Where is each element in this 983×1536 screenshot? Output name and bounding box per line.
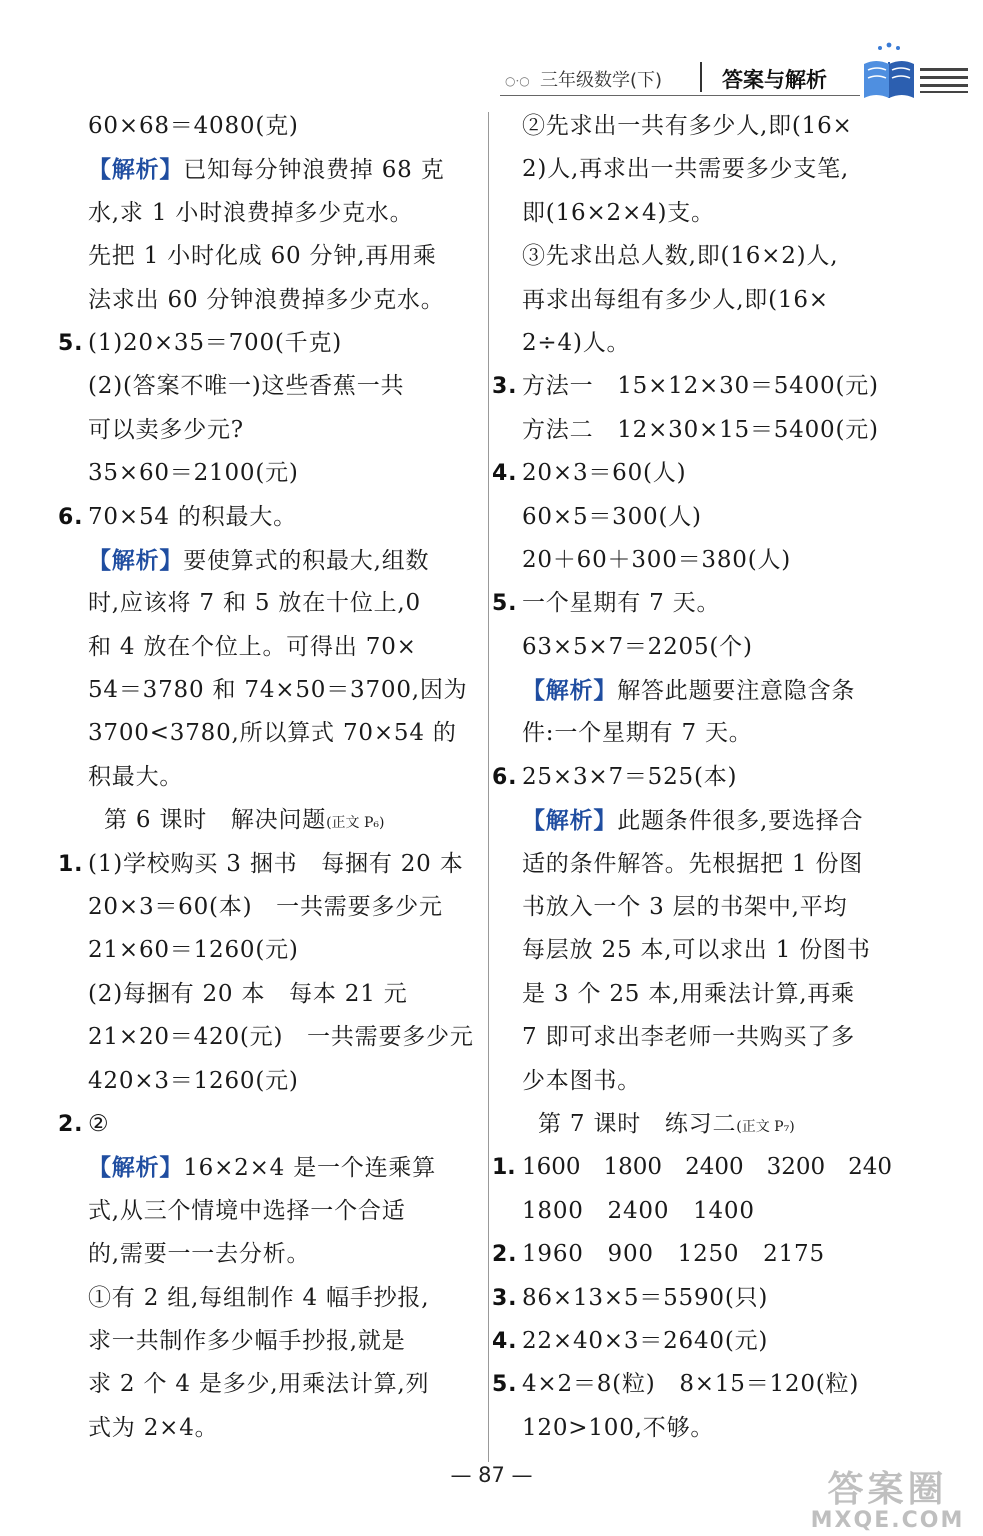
line-text: 3700<3780,所以算式 70×54 的 xyxy=(88,720,457,747)
watermark-url: MXQE.COM xyxy=(810,1508,965,1533)
left-column xyxy=(58,105,478,1450)
open-book-icon xyxy=(860,40,918,102)
line-text: 2)人,再求出一共需要多少支笔, xyxy=(522,156,850,183)
lesson-heading xyxy=(492,1103,902,1146)
line-text: 4×2＝8(粒) 8×15＝120(粒) xyxy=(522,1371,860,1398)
text-line xyxy=(58,1146,478,1189)
text-line xyxy=(58,1320,478,1363)
line-text: 可以卖多少元? xyxy=(88,416,244,443)
text-line xyxy=(492,1190,902,1233)
question-number: 5. xyxy=(58,330,84,356)
text-line xyxy=(58,712,478,755)
text-line xyxy=(492,712,902,755)
watermark-text: 答案圈 xyxy=(827,1469,948,1510)
text-line xyxy=(492,1407,902,1450)
text-line xyxy=(492,322,902,365)
text-line xyxy=(58,409,478,452)
text-line xyxy=(58,929,478,972)
header-separator xyxy=(700,62,702,92)
text-line xyxy=(58,582,478,625)
text-line xyxy=(58,539,478,582)
line-text: 此题条件很多,要选择合 xyxy=(617,808,864,835)
line-text: 求一共制作多少幅手抄报,就是 xyxy=(88,1327,406,1354)
text-line xyxy=(58,1277,478,1320)
text-line xyxy=(492,1060,902,1103)
text-line xyxy=(492,192,902,235)
text-line xyxy=(492,539,902,582)
line-text: 式为 2×4。 xyxy=(88,1414,219,1441)
line-text: 要使算式的积最大,组数 xyxy=(183,547,430,574)
line-text: ②先求出一共有多少人,即(16× xyxy=(522,113,853,139)
line-text: ①有 2 组,每组制作 4 幅手抄报, xyxy=(88,1284,430,1311)
line-text: 63×5×7＝2205(个) xyxy=(522,633,753,660)
line-text: 方法二 12×30×15＝5400(元) xyxy=(522,416,879,443)
text-line xyxy=(492,929,902,972)
decorative-lines-icon xyxy=(920,66,968,94)
text-line xyxy=(492,973,902,1016)
text-line xyxy=(58,452,478,495)
line-text: 适的条件解答。先根据把 1 份图 xyxy=(522,850,864,877)
right-column xyxy=(492,105,902,1450)
line-text: 20＋60＋300＝380(人) xyxy=(522,546,792,573)
line-text: (1)20×35＝700(千克) xyxy=(88,329,343,356)
question-number: 1. xyxy=(58,851,84,877)
analysis-tag: 【解析】 xyxy=(522,677,618,705)
line-text: 1800 2400 1400 xyxy=(522,1197,755,1224)
text-line xyxy=(58,1103,478,1146)
text-line xyxy=(58,1407,478,1450)
text-line xyxy=(492,105,902,148)
question-number: 4. xyxy=(492,1328,518,1354)
line-text: 22×40×3＝2640(元) xyxy=(522,1327,769,1354)
line-text: 21×60＝1260(元) xyxy=(88,937,299,964)
question-number: 1. xyxy=(492,1155,516,1181)
line-text: 水,求 1 小时浪费掉多少克水。 xyxy=(88,199,414,226)
question-number: 6. xyxy=(492,764,518,790)
line-text: 积最大。 xyxy=(88,763,184,790)
text-line xyxy=(58,235,478,278)
text-line xyxy=(58,1363,478,1406)
line-text: 再求出每组有多少人,即(16× xyxy=(522,286,829,313)
text-line xyxy=(492,1277,902,1320)
line-text: 先把 1 小时化成 60 分钟,再用乘 xyxy=(88,243,437,270)
line-text: 420×3＝1260(元) xyxy=(88,1067,299,1094)
line-text: 16×2×4 是一个连乘算 xyxy=(183,1155,436,1182)
question-number: 4. xyxy=(492,461,518,487)
text-line xyxy=(492,148,902,191)
header-decoration-dots: ○·○ xyxy=(505,74,530,88)
question-number: 5. xyxy=(492,591,518,617)
line-text: 86×13×5＝5590(只) xyxy=(522,1284,769,1311)
lesson-reference: (正文 P₇) xyxy=(736,1118,795,1135)
text-line xyxy=(492,235,902,278)
line-text: 求 2 个 4 是多少,用乘法计算,列 xyxy=(88,1371,430,1398)
text-line xyxy=(492,279,902,322)
line-text: 2÷4)人。 xyxy=(522,329,631,356)
text-line xyxy=(492,1320,902,1363)
line-text: 一个星期有 7 天。 xyxy=(522,590,721,617)
lesson-title: 第 7 课时 练习二 xyxy=(538,1110,737,1137)
line-text: 少本图书。 xyxy=(522,1067,641,1094)
analysis-tag: 【解析】 xyxy=(88,546,184,574)
line-text: 35×60＝2100(元) xyxy=(88,460,299,487)
header-title: 答案与解析 xyxy=(722,68,827,92)
text-line xyxy=(492,1233,902,1276)
question-number: 2. xyxy=(492,1242,518,1268)
line-text: 1600 1800 2400 3200 240 xyxy=(522,1154,893,1181)
text-line xyxy=(492,1146,902,1189)
line-text: 60×68＝4080(克) xyxy=(88,113,299,139)
line-text: ③先求出总人数,即(16×2)人, xyxy=(522,243,839,270)
text-line xyxy=(492,756,902,799)
lesson-heading xyxy=(58,799,478,842)
text-line xyxy=(58,626,478,669)
text-line xyxy=(58,496,478,539)
line-text: 20×3＝60(人) xyxy=(522,460,687,487)
lesson-reference: (正文 P₆) xyxy=(326,815,385,832)
watermark-logo xyxy=(795,1470,980,1532)
text-line xyxy=(492,1363,902,1406)
line-text: 时,应该将 7 和 5 放在十位上,0 xyxy=(88,590,421,617)
line-text: 是 3 个 25 本,用乘法计算,再乘 xyxy=(522,980,855,1007)
line-text: 解答此题要注意隐含条 xyxy=(617,678,856,705)
question-number: 3. xyxy=(492,374,518,400)
analysis-tag: 【解析】 xyxy=(88,1154,184,1182)
line-text: 25×3×7＝525(本) xyxy=(522,763,738,790)
text-line xyxy=(492,496,902,539)
text-line xyxy=(58,973,478,1016)
text-line xyxy=(58,886,478,929)
line-text: 54＝3780 和 74×50＝3700,因为 xyxy=(88,677,468,704)
text-line xyxy=(492,843,902,886)
analysis-tag: 【解析】 xyxy=(522,807,618,835)
line-text: 的,需要一一去分析。 xyxy=(88,1241,311,1268)
line-text: 每层放 25 本,可以求出 1 份图书 xyxy=(522,937,871,964)
text-line xyxy=(58,192,478,235)
line-text: 即(16×2×4)支。 xyxy=(522,199,715,226)
lesson-title: 第 6 课时 解决问题 xyxy=(104,807,327,834)
text-line xyxy=(492,409,902,452)
question-number: 6. xyxy=(58,504,84,530)
line-text: 21×20＝420(元) 一共需要多少元 xyxy=(88,1024,474,1051)
text-line xyxy=(58,843,478,886)
line-text: 件:一个星期有 7 天。 xyxy=(522,720,753,747)
page-header xyxy=(0,0,983,110)
header-subject: 三年级数学(下) xyxy=(540,70,663,91)
text-line xyxy=(58,148,478,191)
line-text: 1960 900 1250 2175 xyxy=(522,1241,825,1268)
line-text: 方法一 15×12×30＝5400(元) xyxy=(522,373,879,400)
text-line xyxy=(58,1016,478,1059)
text-line xyxy=(492,582,902,625)
text-line xyxy=(58,756,478,799)
text-line xyxy=(58,365,478,408)
line-text: (1)学校购买 3 捆书 每捆有 20 本 xyxy=(88,850,464,877)
line-text: 60×5＝300(人) xyxy=(522,503,702,530)
line-text: 70×54 的积最大。 xyxy=(88,503,297,530)
question-number: 2. xyxy=(58,1111,84,1137)
text-line xyxy=(492,626,902,669)
text-line xyxy=(492,669,902,712)
text-line xyxy=(492,452,902,495)
header-rule xyxy=(500,95,860,96)
text-line xyxy=(58,105,478,148)
line-text: 式,从三个情境中选择一个合适 xyxy=(88,1197,406,1224)
text-line xyxy=(492,886,902,929)
text-line xyxy=(58,322,478,365)
column-divider xyxy=(488,112,489,1462)
line-text: (2)(答案不唯一)这些香蕉一共 xyxy=(88,373,405,400)
text-line xyxy=(58,1060,478,1103)
line-text: ② xyxy=(88,1110,110,1137)
line-text: 7 即可求出李老师一共购买了多 xyxy=(522,1024,855,1051)
page-number: — 87 — xyxy=(450,1463,533,1487)
question-number: 3. xyxy=(492,1285,518,1311)
analysis-tag: 【解析】 xyxy=(88,156,184,184)
text-line xyxy=(58,669,478,712)
text-line xyxy=(58,1190,478,1233)
line-text: (2)每捆有 20 本 每本 21 元 xyxy=(88,980,408,1007)
line-text: 120>100,不够。 xyxy=(522,1414,715,1441)
text-line xyxy=(58,279,478,322)
question-number: 5. xyxy=(492,1372,518,1398)
line-text: 已知每分钟浪费掉 68 克 xyxy=(183,157,445,184)
line-text: 20×3＝60(本) 一共需要多少元 xyxy=(88,894,443,921)
text-line xyxy=(492,365,902,408)
text-line xyxy=(492,1016,902,1059)
text-line xyxy=(492,799,902,842)
text-line xyxy=(58,1233,478,1276)
line-text: 法求出 60 分钟浪费掉多少克水。 xyxy=(88,286,445,313)
line-text: 书放入一个 3 层的书架中,平均 xyxy=(522,894,848,921)
line-text: 和 4 放在个位上。可得出 70× xyxy=(88,633,417,660)
